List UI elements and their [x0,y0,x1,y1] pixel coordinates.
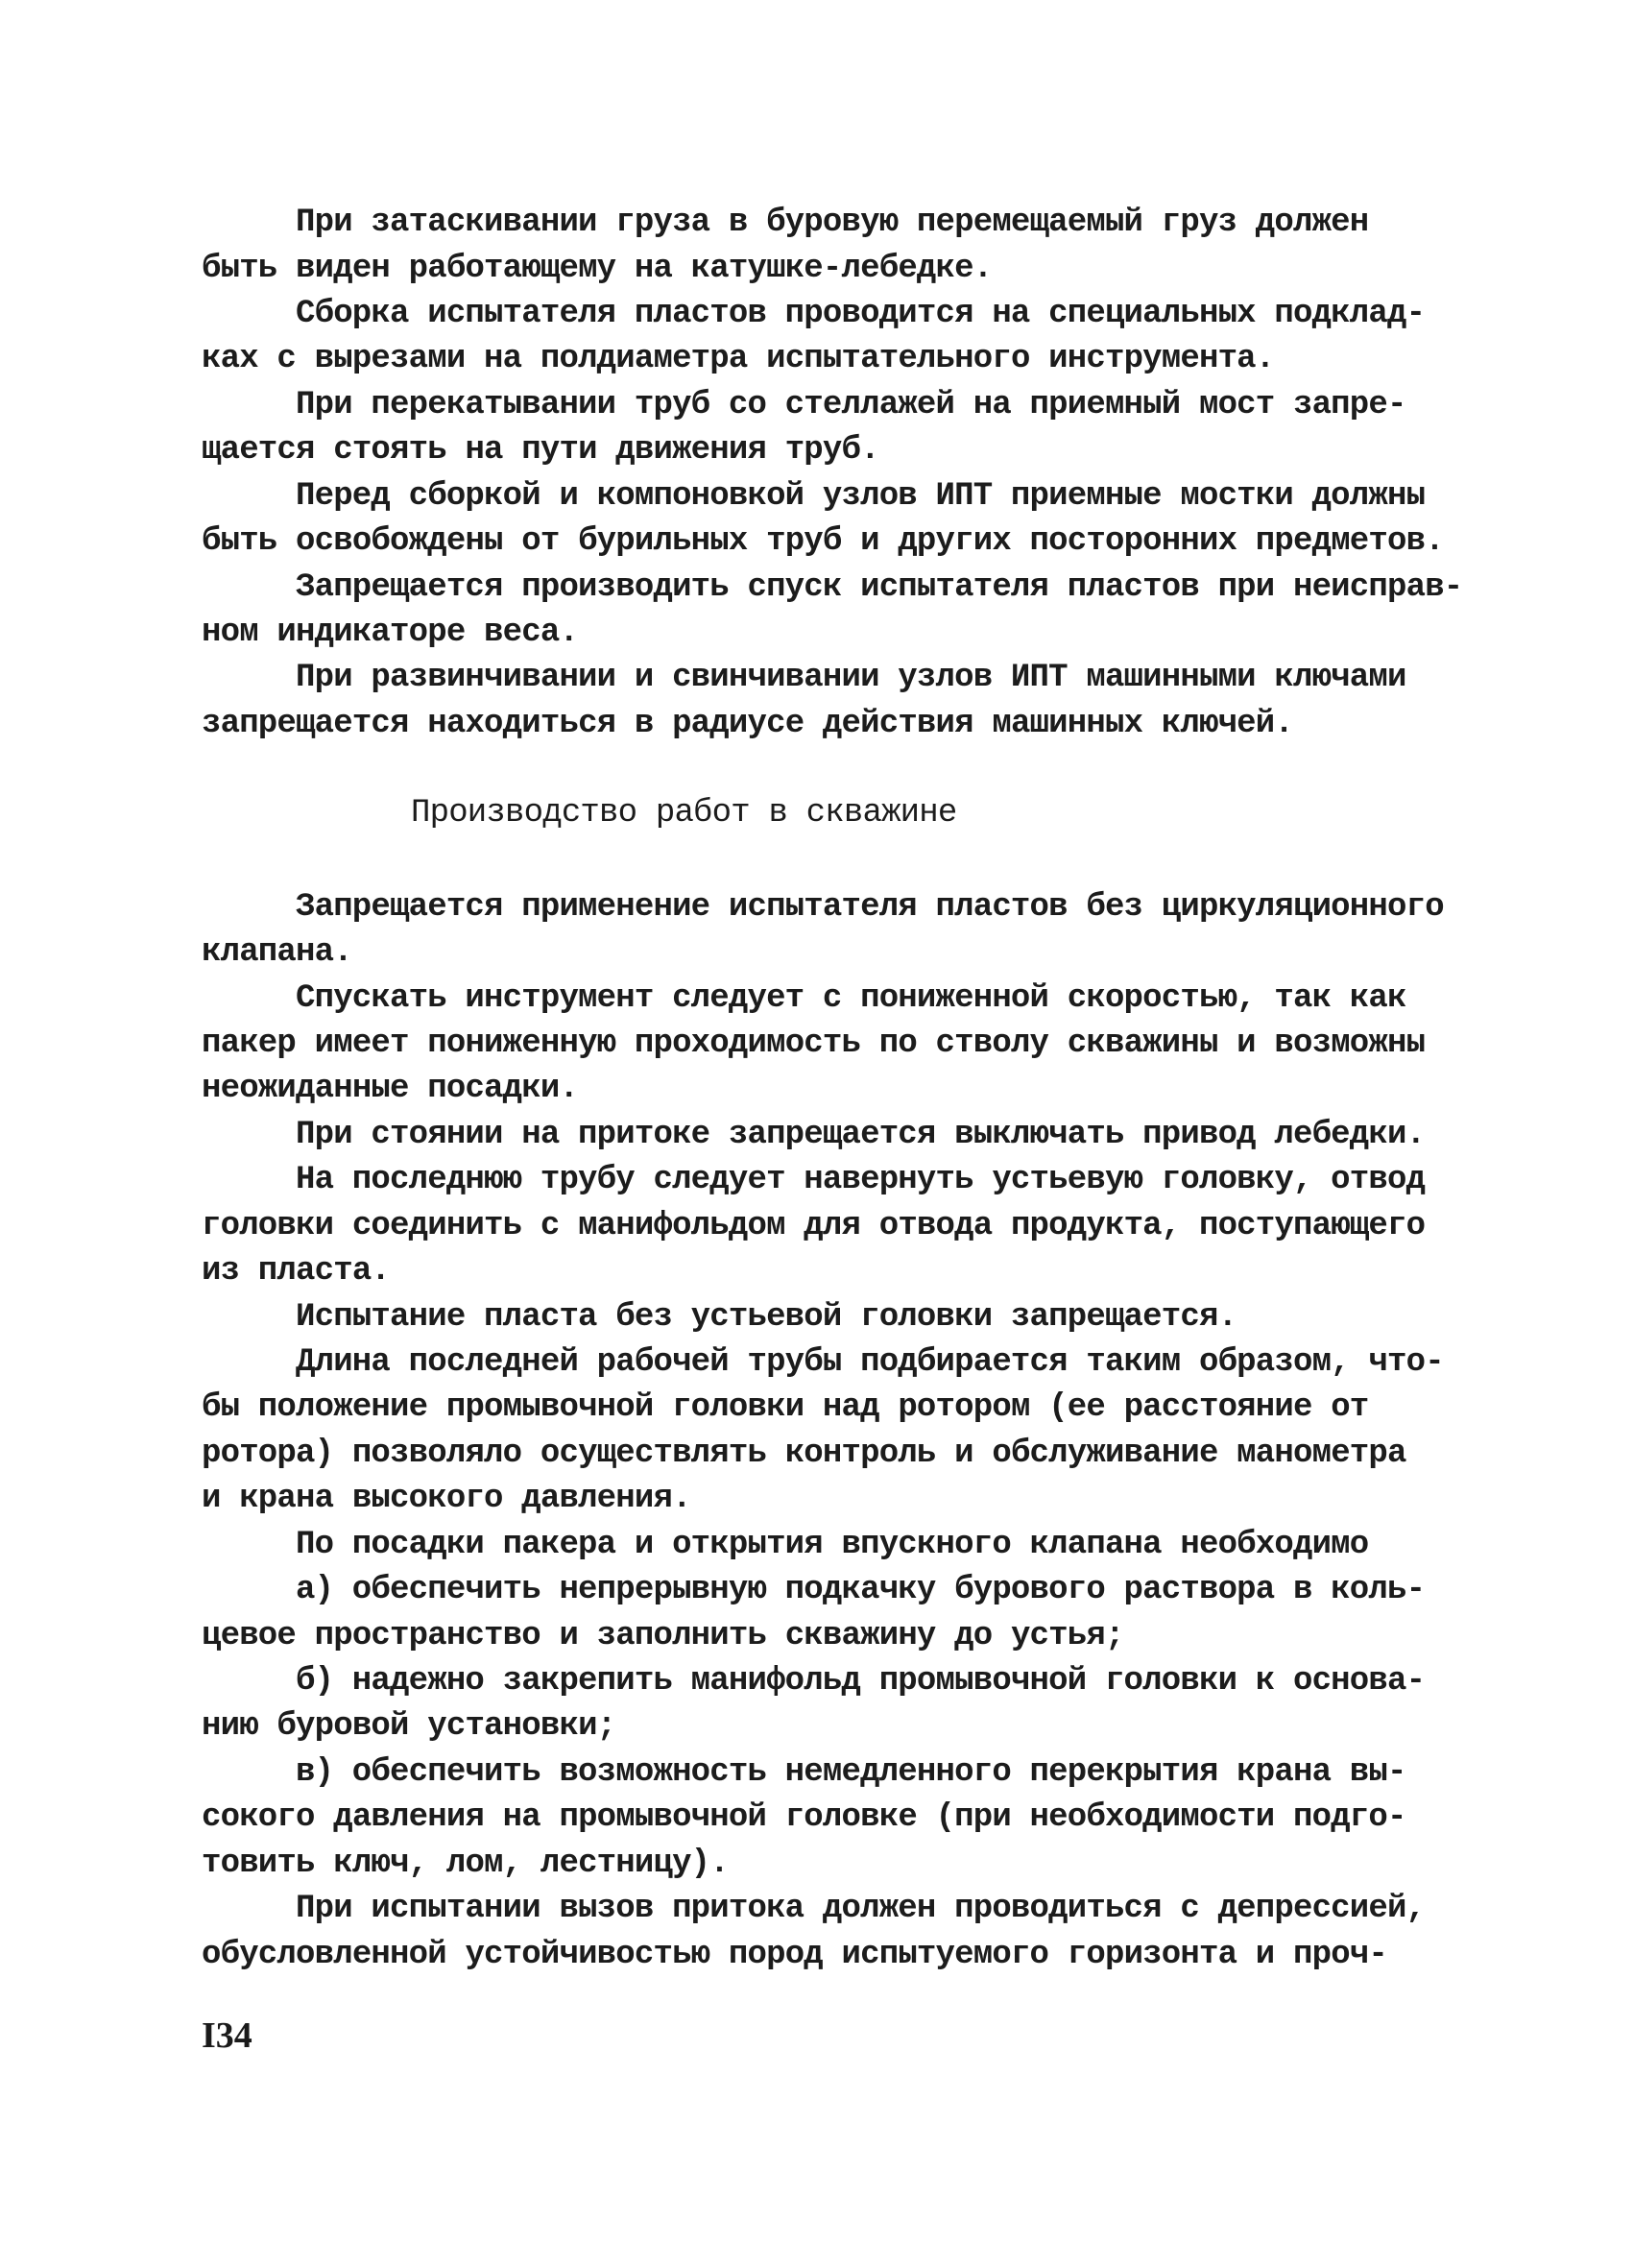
text-line: При испытании вызов притока должен проводиться с депрессией, [296,1891,1426,1927]
text-line: сокого давления на промывочной головке (при необходимости подго- [202,1799,1406,1836]
text-line: При перекатывании труб со стеллажей на приемный мост запре- [296,387,1406,423]
text-line: При стоянии на притоке запрещается выключать привод лебедки. [296,1117,1426,1153]
section-heading: Производство работ в скважине [411,795,957,832]
text-line: ках с вырезами на полдиаметра испытательного инструмента. [202,341,1275,377]
text-line: в) обеспечить возможность немедленного перекрытия крана вы- [296,1754,1406,1791]
text-line: быть виден работающему на катушке-лебедке. [202,251,993,287]
text-line: бы положение промывочной головки над ротором (ее расстояние от [202,1389,1369,1426]
page-number: I34 [202,2015,252,2056]
text-line: пакер имеет пониженную проходимость по стволу скважины и возможны [202,1025,1426,1062]
text-line: цевое пространство и заполнить скважину до устья; [202,1618,1124,1654]
text-line: неожиданные посадки. [202,1071,579,1107]
text-line: По посадки пакера и открытия впускного клапана необходимо [296,1527,1369,1563]
text-line: Перед сборкой и компоновкой узлов ИПТ приемные мостки должны [296,478,1426,515]
text-line: запрещается находиться в радиусе действия машинных ключей. [202,706,1293,742]
text-line: быть освобождены от бурильных труб и других посторонних предметов. [202,523,1444,560]
text-line: и крана высокого давления. [202,1481,691,1517]
text-line: ном индикаторе веса. [202,615,579,651]
text-line: товить ключ, лом, лестницу). [202,1846,729,1882]
text-line: обусловленной устойчивостью пород испытуемого горизонта и проч- [202,1937,1388,1973]
text-line: б) надежно закрепить манифольд промывочной головки к основа- [296,1663,1426,1700]
text-line: Запрещается применение испытателя пластов без циркуляционного [296,889,1444,926]
text-line: Испытание пласта без устьевой головки запрещается. [296,1299,1237,1336]
text-line: ротора) позволяло осуществлять контроль и обслуживание манометра [202,1436,1406,1472]
text-line: нию буровой установки; [202,1708,616,1745]
text-line: Запрещается производить спуск испытателя пластов при неисправ- [296,569,1463,606]
text-line: из пласта. [202,1253,391,1290]
text-line: щается стоять на пути движения труб. [202,432,879,469]
text-line: Сборка испытателя пластов проводится на специальных подклад- [296,296,1426,332]
text-line: При развинчивании и свинчивании узлов ИПТ машинными ключами [296,660,1406,696]
text-line: головки соединить с манифольдом для отвода продукта, поступающего [202,1208,1426,1244]
text-line: На последнюю трубу следует навернуть устьевую головку, отвод [296,1162,1426,1198]
text-line: а) обеспечить непрерывную подкачку бурового раствора в коль- [296,1572,1426,1608]
text-line: Спускать инструмент следует с пониженной скоростью, так как [296,980,1406,1017]
text-line: Длина последней рабочей трубы подбирается таким образом, что- [296,1344,1444,1381]
text-line: При затаскивании груза в буровую перемещаемый груз должен [296,205,1369,241]
text-line: клапана. [202,934,352,971]
